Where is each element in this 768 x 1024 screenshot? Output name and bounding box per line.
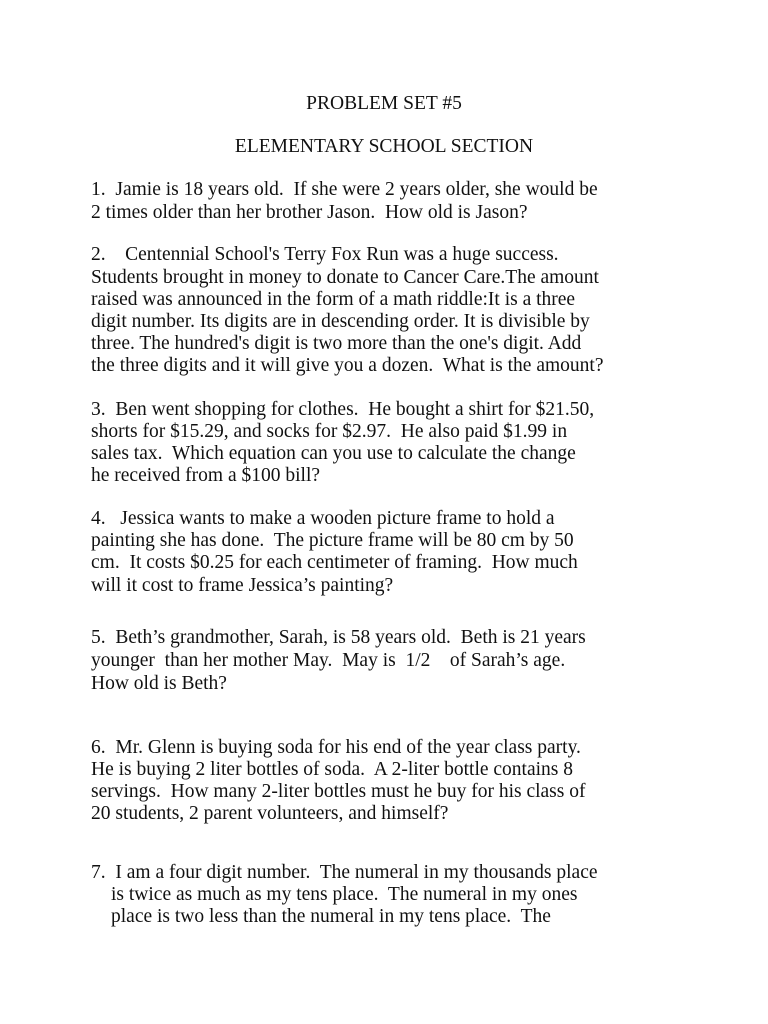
problem-line: servings. How many 2-liter bottles must he buy for his class of bbox=[91, 781, 586, 802]
problem-set-title: PROBLEM SET #5 bbox=[306, 93, 462, 114]
problem-line: digit number. Its digits are in descending order. It is divisible by bbox=[91, 311, 590, 332]
problem-line: 2. Centennial School's Terry Fox Run was a huge success. bbox=[91, 244, 559, 265]
problem-line: he received from a $100 bill? bbox=[91, 465, 321, 486]
problem-line: Students brought in money to donate to Cancer Care.The amount bbox=[91, 267, 599, 288]
problem-line: 6. Mr. Glenn is buying soda for his end of the year class party. bbox=[91, 737, 581, 758]
problem-line: cm. It costs $0.25 for each centimeter of framing. How much bbox=[91, 552, 578, 573]
problem-line: He is buying 2 liter bottles of soda. A 2-liter bottle contains 8 bbox=[91, 759, 574, 780]
problem-line: 7. I am a four digit number. The numeral in my thousands place bbox=[91, 862, 598, 883]
problem-line: is twice as much as my tens place. The numeral in my ones bbox=[111, 884, 578, 905]
problem-line: 2 times older than her brother Jason. How old is Jason? bbox=[91, 202, 528, 223]
problem-line: will it cost to frame Jessica’s painting? bbox=[91, 575, 394, 596]
problem-line: shorts for $15.29, and socks for $2.97. He also paid $1.99 in bbox=[91, 421, 568, 442]
problem-line: younger than her mother May. May is 1/2 of Sarah’s age. bbox=[91, 650, 566, 671]
problem-line: 1. Jamie is 18 years old. If she were 2 years older, she would be bbox=[91, 179, 598, 200]
problem-line: 4. Jessica wants to make a wooden picture frame to hold a bbox=[91, 508, 555, 529]
problem-line: 5. Beth’s grandmother, Sarah, is 58 years old. Beth is 21 years bbox=[91, 627, 586, 648]
problem-line: the three digits and it will give you a dozen. What is the amount? bbox=[91, 355, 604, 376]
problem-line: sales tax. Which equation can you use to calculate the change bbox=[91, 443, 576, 464]
problem-line: 3. Ben went shopping for clothes. He bought a shirt for $21.50, bbox=[91, 399, 595, 420]
problem-line: raised was announced in the form of a math riddle:It is a three bbox=[91, 289, 576, 310]
problem-line: place is two less than the numeral in my tens place. The bbox=[111, 906, 551, 927]
section-heading: ELEMENTARY SCHOOL SECTION bbox=[234, 136, 534, 157]
problem-line: 20 students, 2 parent volunteers, and himself? bbox=[91, 803, 449, 824]
problem-line: painting she has done. The picture frame will be 80 cm by 50 bbox=[91, 530, 574, 551]
problem-line: three. The hundred's digit is two more than the one's digit. Add bbox=[91, 333, 582, 354]
problem-line: How old is Beth? bbox=[91, 673, 227, 694]
